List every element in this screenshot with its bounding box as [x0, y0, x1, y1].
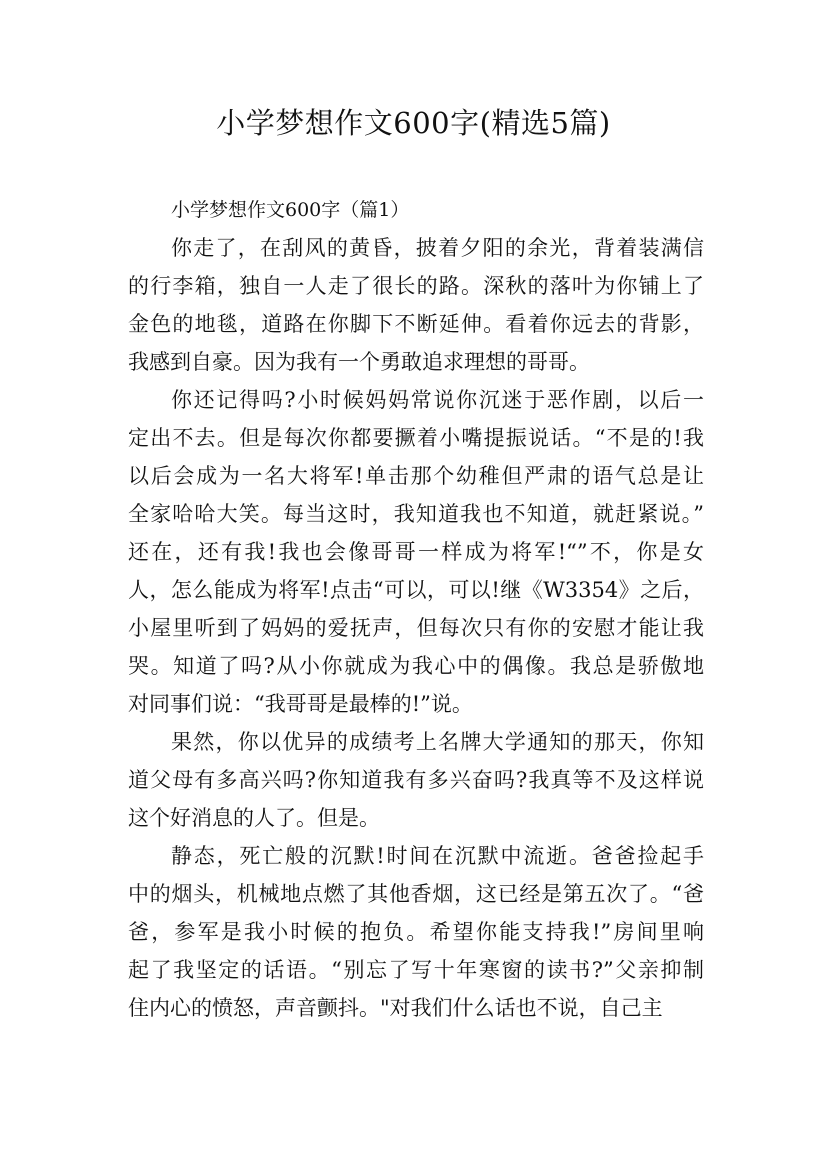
paragraph-line: 金色的地毯，道路在你脚下不断延伸。看着你远去的背影，: [128, 312, 704, 336]
paragraph-line: 你走了，在刮风的黄昏，披着夕阳的余光，背着装满信: [171, 236, 704, 260]
paragraph: [128, 837, 704, 1027]
paragraph-line: 道父母有多高兴吗?你知道我有多兴奋吗?我真等不及这样说: [128, 768, 704, 792]
paragraph-line: 中的烟头，机械地点燃了其他香烟，这已经是第五次了。“爸: [128, 882, 704, 906]
paragraph-line: 小屋里听到了妈妈的爱抚声，但每次只有你的安慰才能让我: [128, 616, 704, 640]
paragraph-line: 还在，还有我!我也会像哥哥一样成为将军!“”不，你是女: [128, 540, 704, 564]
paragraph-line: 你还记得吗?小时候妈妈常说你沉迷于恶作剧，以后一: [171, 388, 704, 412]
document-title: 小学梦想作文600字(精选5篇): [216, 106, 611, 140]
paragraph-line: 住内心的愤怒，声音颤抖。"对我们什么话也不说，自己主: [128, 996, 663, 1020]
paragraph-line: 起了我坚定的话语。“别忘了写十年寒窗的读书?”父亲抑制: [128, 958, 704, 982]
paragraph-line: 这个好消息的人了。但是。: [128, 806, 380, 830]
paragraph-line: 对同事们说：“我哥哥是最棒的!”说。: [128, 692, 473, 716]
section-heading: 小学梦想作文600字（篇1）: [171, 199, 410, 221]
paragraph: [128, 723, 704, 837]
paragraph-line: 人，怎么能成为将军!点击“可以，可以!继《W3354》之后，: [128, 578, 704, 602]
paragraph-line: 全家哈哈大笑。每当这时，我知道我也不知道，就赶紧说。”: [128, 502, 704, 526]
paragraph-line: 我感到自豪。因为我有一个勇敢追求理想的哥哥。: [128, 350, 590, 374]
paragraph-line: 定出不去。但是每次你都要撅着小嘴提振说话。“不是的!我: [128, 426, 704, 450]
paragraph-line: 爸，参军是我小时候的抱负。希望你能支持我!”房间里响: [128, 920, 704, 944]
paragraph-list: [128, 229, 704, 1027]
paragraph-line: 静态，死亡般的沉默!时间在沉默中流逝。爸爸捡起手: [171, 844, 704, 868]
paragraph-line: 果然，你以优异的成绩考上名牌大学通知的那天，你知: [171, 730, 704, 754]
paragraph-line: 哭。知道了吗?从小你就成为我心中的偶像。我总是骄傲地: [128, 654, 704, 678]
essay-body: [128, 191, 704, 1027]
paragraph-line: 以后会成为一名大将军!单击那个幼稚但严肃的语气总是让: [128, 464, 704, 488]
paragraph-line: 的行李箱，独自一人走了很长的路。深秋的落叶为你铺上了: [128, 274, 704, 298]
paragraph: [128, 229, 704, 381]
paragraph: [128, 381, 704, 723]
